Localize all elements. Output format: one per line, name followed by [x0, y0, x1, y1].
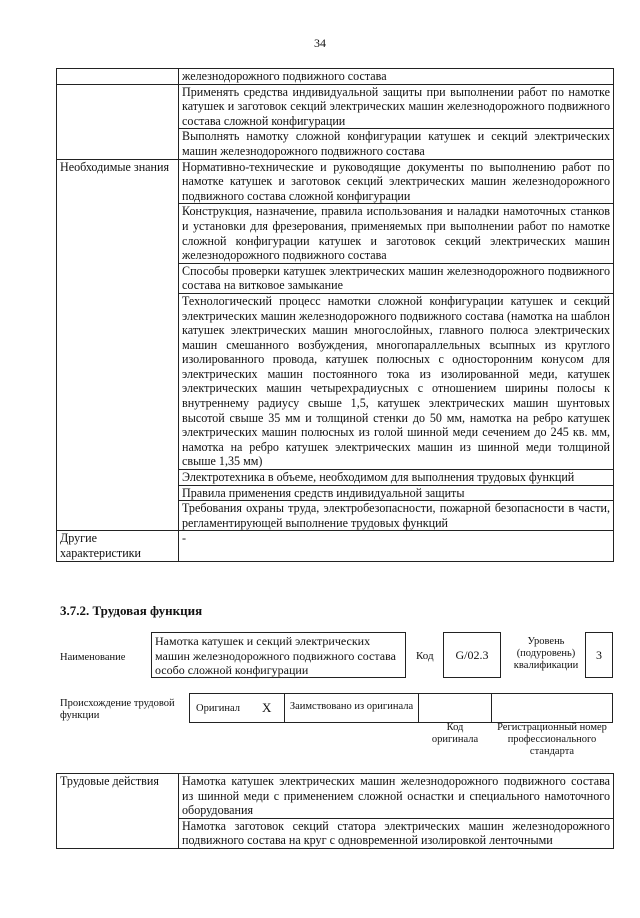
qualification-level: 3 — [585, 632, 613, 678]
reg-number-cell — [491, 693, 613, 723]
code-original-label: Код оригинала — [431, 722, 479, 745]
level-label: Уровень (подуровень) квалификации — [513, 636, 579, 671]
table-cell: Намотка катушек электрических машин железнодорожного подвижного состава из шинной меди с применением сложной оснастки и специального намоточного оборудования — [179, 774, 614, 819]
table-cell: железнодорожного подвижного состава — [179, 69, 614, 85]
labor-actions-table — [56, 773, 614, 849]
original-label: Оригинал — [196, 703, 240, 714]
row-label-other: Другие характеристики — [57, 531, 179, 561]
row-label-actions: Трудовые действия — [57, 774, 179, 849]
table-cell: - — [179, 531, 614, 561]
function-name: Намотка катушек и секций электрических машин железнодорожного подвижного состава особо сложной конфигурации — [151, 632, 406, 678]
table-cell: Конструкция, назначение, правила использования и наладки намоточных станков и установки для фрезерования, применяемых при выполнении работ по намотке сложной конфигурации катушек и заготовок секций электрических машин железнодорожного подвижного состава — [179, 204, 614, 263]
original-cell — [189, 693, 285, 723]
row-label-knowledge: Необходимые знания — [57, 159, 179, 531]
table-cell: Правила применения средств индивидуальной защиты — [179, 485, 614, 501]
code-label: Код — [416, 650, 434, 662]
page-number: 34 — [314, 36, 326, 50]
table-cell: Нормативно-технические и руководящие документы по выполнению работ по намотке катушек и заготовок секций электрических машин железнодорожного подвижного состава сложной конфигурации — [179, 159, 614, 204]
origin-label: Происхождение трудовой функции — [60, 698, 175, 721]
table-cell: Применять средства индивидуальной защиты при выполнении работ по намотке катушек и заготовок секций электрических машин железнодорожного подвижного состава сложной конфигурации — [179, 84, 614, 129]
table-cell: Выполнять намотку сложной конфигурации катушек и секций электрических машин железнодорожного подвижного состава — [179, 129, 614, 159]
borrowed-label: Заимствовано из оригинала — [289, 701, 414, 712]
function-code: G/02.3 — [443, 632, 501, 678]
table-cell: Намотка заготовок секций статора электрических машин железнодорожного подвижного состава на круг с одновременной изолировкой ленточными — [179, 818, 614, 848]
table-cell: Способы проверки катушек электрических машин железнодорожного подвижного состава на витковое замыкание — [179, 263, 614, 293]
table-cell: Электротехника в объеме, необходимом для выполнения трудовых функций — [179, 470, 614, 486]
original-mark: X — [262, 700, 272, 715]
table-cell: Технологический процесс намотки сложной конфигурации катушек и секций электрических машин железнодорожного подвижного состава (намотка на шаблон катушек электрических машин многослойных, главного полюса электрических машин смешанного возбуждения, многопараллельных всыпных из круглого изолированного провода, катушек полюсных с односторонним конусом для электрических машин постоянного тока из изолированной меди, катушек электрических машин четырехрадиусных с отношением ширины полосы к внутреннему радиусу свыше 1,5, катушек электрических машин шунтовых высотой свыше 35 мм и толщиной стенки до 50 мм, намотка на ребро катушек электрических машин полюсных из голой шинной меди сечением до 245 кв. мм, намотка на ребро катушек электрических машин из шинной меди толщиной свыше 1,35 мм) — [179, 293, 614, 469]
section-heading: 3.7.2. Трудовая функция — [60, 603, 203, 618]
code-original-cell — [418, 693, 492, 723]
name-label: Наименование — [60, 652, 126, 663]
requirements-table — [56, 68, 614, 562]
borrowed-cell — [284, 693, 419, 723]
row-label-continued — [57, 69, 179, 85]
table-cell: Требования охраны труда, электробезопасности, пожарной безопасности в части, регламентирующей выполнение трудовых функций — [179, 501, 614, 531]
reg-number-label: Регистрационный номер профессионального стандарта — [497, 722, 607, 757]
